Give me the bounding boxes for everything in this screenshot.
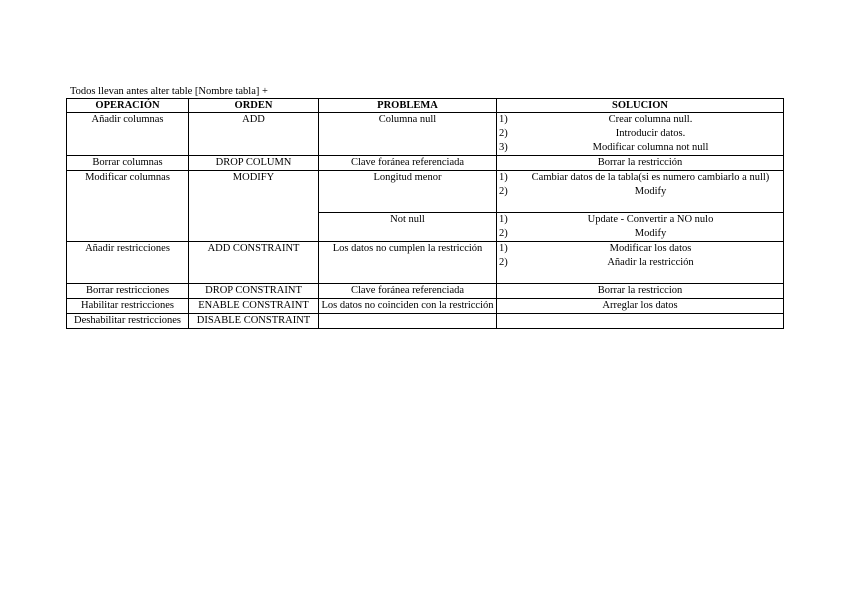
intro-text: Todos llevan antes alter table [Nombre tabla] + — [70, 86, 268, 97]
table-row — [67, 299, 784, 314]
solution-step: 2) Modify — [499, 228, 667, 239]
solution-step: 3) Modificar columna not null — [499, 142, 709, 153]
table-row — [67, 156, 784, 171]
table-row — [67, 284, 784, 299]
cell-solucion: Borrar la restriccion — [497, 284, 784, 299]
solution-step: 1) Update - Convertir a NO nulo — [499, 214, 714, 225]
cell-problema: Clave foránea referenciada — [319, 156, 497, 171]
header-problema: PROBLEMA — [319, 99, 497, 113]
solution-step: 2) Modify — [499, 186, 667, 197]
table-row — [67, 171, 784, 213]
cell-orden: ADD CONSTRAINT — [189, 242, 319, 284]
cell-solucion — [497, 213, 784, 242]
cell-problema: Los datos no cumplen la restricción — [319, 242, 497, 284]
cell-solucion — [497, 242, 784, 284]
cell-problema: Los datos no coinciden con la restricción — [319, 299, 497, 314]
solution-step: 2) Introducir datos. — [499, 128, 686, 139]
cell-solucion — [497, 113, 784, 156]
cell-problema: Longitud menor — [319, 171, 497, 213]
cell-solucion: Arreglar los datos — [497, 299, 784, 314]
cell-solucion: Borrar la restricción — [497, 156, 784, 171]
cell-orden: MODIFY — [189, 171, 319, 242]
cell-operacion: Añadir restricciones — [67, 242, 189, 284]
header-orden: ORDEN — [189, 99, 319, 113]
header-operacion: OPERACIÓN — [67, 99, 189, 113]
cell-problema: Not null — [319, 213, 497, 242]
cell-problema — [319, 314, 497, 329]
cell-operacion: Modificar columnas — [67, 171, 189, 242]
cell-problema: Clave foránea referenciada — [319, 284, 497, 299]
solution-steps — [499, 171, 781, 199]
table-row — [67, 314, 784, 329]
table-row — [67, 113, 784, 156]
cell-orden: DROP CONSTRAINT — [189, 284, 319, 299]
cell-problema: Columna null — [319, 113, 497, 156]
cell-orden: ENABLE CONSTRAINT — [189, 299, 319, 314]
header-solucion: SOLUCION — [497, 99, 784, 113]
solution-step: 1) Crear columna null. — [499, 114, 693, 125]
cell-operacion: Añadir columnas — [67, 113, 189, 156]
solution-step: 1) Modificar los datos — [499, 243, 692, 254]
cell-orden: DROP COLUMN — [189, 156, 319, 171]
operations-table — [66, 98, 784, 329]
cell-solucion — [497, 171, 784, 213]
solution-steps — [499, 213, 781, 241]
cell-orden: ADD — [189, 113, 319, 156]
solution-steps — [499, 242, 781, 270]
cell-operacion: Borrar columnas — [67, 156, 189, 171]
solution-step: 2) Añadir la restricción — [499, 257, 694, 268]
table-row — [67, 242, 784, 284]
solution-steps — [499, 113, 781, 155]
cell-operacion: Habilitar restricciones — [67, 299, 189, 314]
solution-step: 1) Cambiar datos de la tabla(si es numero cambiarlo a null) — [499, 172, 770, 183]
cell-operacion: Borrar restricciones — [67, 284, 189, 299]
cell-solucion — [497, 314, 784, 329]
header-row — [67, 99, 784, 113]
cell-operacion: Deshabilitar restricciones — [67, 314, 189, 329]
cell-orden: DISABLE CONSTRAINT — [189, 314, 319, 329]
